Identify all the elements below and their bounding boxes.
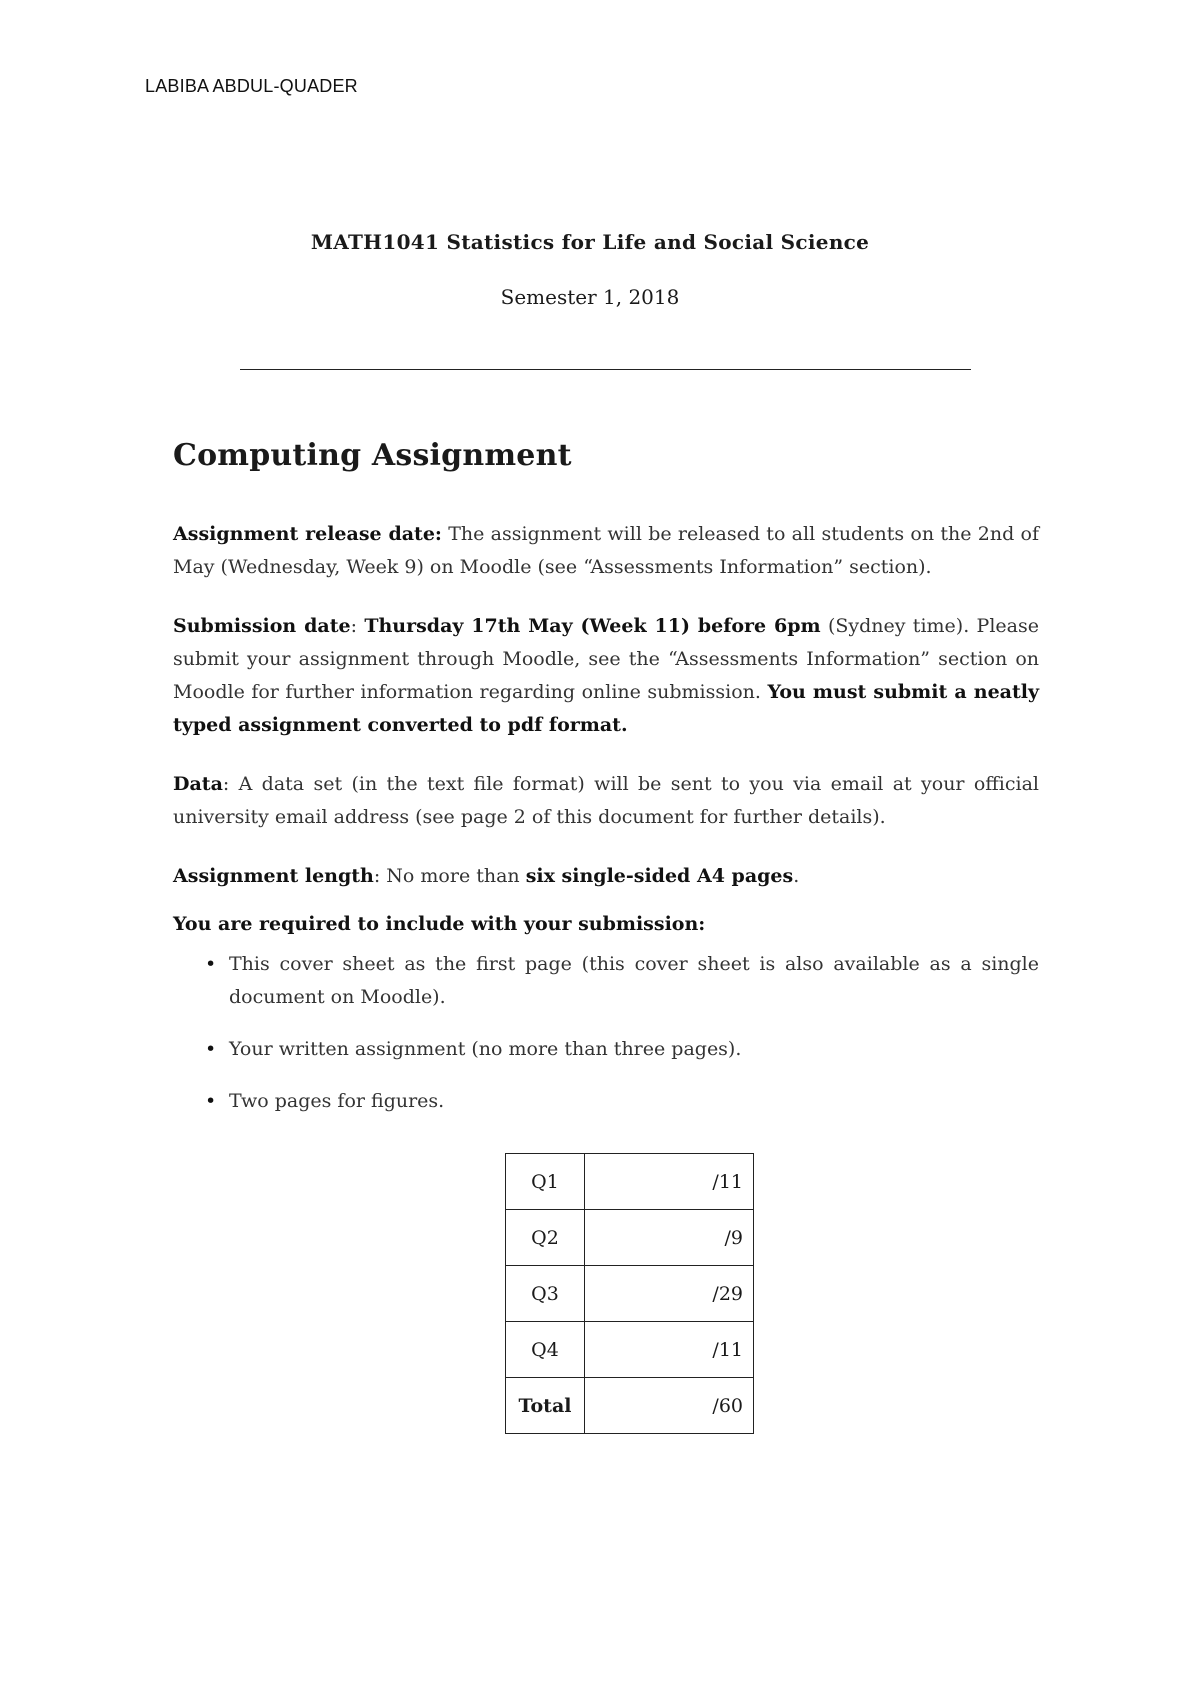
total-label-cell: Total (506, 1378, 585, 1434)
mark-cell: /11 (585, 1154, 754, 1210)
data-text: : A data set (in the text file format) will be sent to you via email at your official university email address (see page 2 of this document for further details). (173, 773, 1039, 828)
course-title: MATH1041 Statistics for Life and Social Science (310, 230, 870, 254)
question-cell: Q3 (506, 1266, 585, 1322)
mark-cell: /9 (585, 1210, 754, 1266)
release-date-label: Assignment release date: (173, 523, 442, 545)
required-items-heading: You are required to include with your submission: (173, 913, 706, 935)
length-limit: six single-sided A4 pages (525, 865, 794, 887)
required-items-list (205, 948, 1039, 1137)
submission-date-paragraph (173, 610, 1039, 742)
submission-instructions: Please submit your assignment through Moodle, see the “Assessments Information” section on Moodle for further information regarding online submission. (173, 615, 1039, 703)
semester: Semester 1, 2018 (500, 285, 680, 309)
release-date-paragraph (173, 518, 1039, 584)
submission-separator: : (350, 615, 365, 637)
document-heading: Computing Assignment (173, 438, 572, 473)
table-row (506, 1266, 754, 1322)
list-item (205, 1085, 1039, 1118)
length-text: : No more than (373, 865, 526, 887)
total-row (506, 1378, 754, 1434)
list-item (205, 948, 1039, 1014)
submission-date-label: Submission date (173, 615, 351, 637)
student-name: LABIBA ABDUL-QUADER (145, 76, 358, 96)
marks-table (505, 1153, 754, 1434)
bullet-icon: • (205, 1038, 217, 1060)
table-row (506, 1210, 754, 1266)
bullet-icon: • (205, 953, 217, 975)
horizontal-rule (240, 369, 971, 370)
total-mark-cell: /60 (585, 1378, 754, 1434)
question-cell: Q1 (506, 1154, 585, 1210)
mark-cell: /29 (585, 1266, 754, 1322)
length-end: . (793, 865, 800, 887)
data-label: Data (173, 773, 223, 795)
submission-timezone: (Sydney time). (820, 615, 970, 637)
mark-cell: /11 (585, 1322, 754, 1378)
length-label: Assignment length (173, 865, 374, 887)
table-row (506, 1322, 754, 1378)
list-item-text: This cover sheet as the first page (this cover sheet is also available as a single document on Moodle). (229, 953, 1039, 1008)
release-date-text: The assignment will be released to all students on the 2nd of May (Wednesday, Week 9) on Moodle (see “Assessments Information” section). (173, 523, 1039, 578)
list-item-text: Your written assignment (no more than three pages). (229, 1038, 742, 1060)
submission-requirement: You must submit a neatly typed assignment converted to pdf format. (173, 681, 1039, 736)
submission-deadline: Thursday 17th May (Week 11) before 6pm (364, 615, 821, 637)
question-cell: Q4 (506, 1322, 585, 1378)
question-cell: Q2 (506, 1210, 585, 1266)
list-item (205, 1033, 1039, 1066)
table-row (506, 1154, 754, 1210)
length-paragraph (173, 860, 1039, 893)
bullet-icon: • (205, 1090, 217, 1112)
list-item-text: Two pages for figures. (229, 1090, 445, 1112)
data-paragraph (173, 768, 1039, 834)
